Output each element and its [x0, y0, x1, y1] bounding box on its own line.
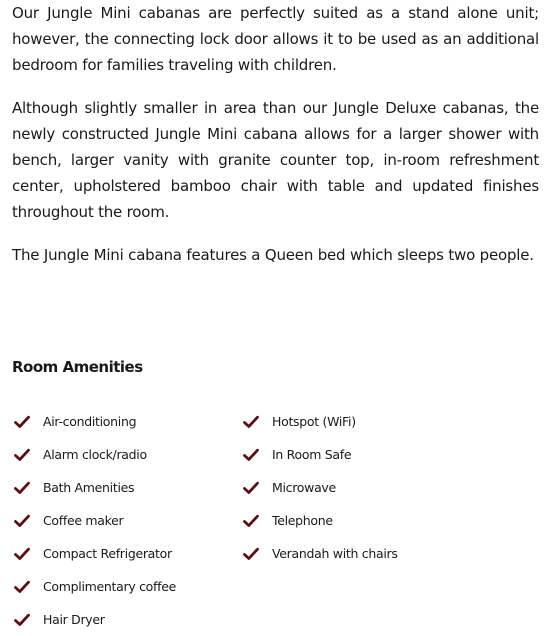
amenity-label: Verandah with chairs — [272, 546, 398, 561]
amenity-label: Air-conditioning — [43, 414, 137, 429]
amenity-label: Coffee maker — [43, 513, 124, 528]
check-icon — [14, 415, 30, 429]
check-icon — [14, 481, 30, 495]
amenity-label: Compact Refrigerator — [43, 546, 172, 561]
amenities-list-left — [14, 405, 176, 636]
amenity-label: Telephone — [272, 513, 333, 528]
amenity-label: Microwave — [272, 480, 336, 495]
description-paragraph: Although slightly smaller in area than our Jungle Deluxe cabanas, the newly constructed Jungle Mini cabana allows for a larger shower with bench, larger vanity with granite counter top, in-room refreshment center, upholstered bamboo chair with table and updated finishes throughout the room. — [12, 99, 539, 221]
check-icon — [14, 547, 30, 561]
amenities-heading: Room Amenities — [12, 358, 143, 376]
check-icon — [243, 415, 259, 429]
amenity-label: Alarm clock/radio — [43, 447, 147, 462]
amenity-label: In Room Safe — [272, 447, 352, 462]
description-paragraph: The Jungle Mini cabana features a Queen bed which sleeps two people. — [12, 246, 534, 264]
amenity-item — [243, 537, 398, 570]
amenity-label: Hair Dryer — [43, 612, 105, 627]
description-paragraph: Our Jungle Mini cabanas are perfectly suited as a stand alone unit; however, the connecting lock door allows it to be used as an additional bedroom for families traveling with children. — [12, 4, 539, 74]
amenity-label: Complimentary coffee — [43, 579, 176, 594]
amenity-item — [14, 570, 176, 603]
amenity-label: Bath Amenities — [43, 480, 135, 495]
amenity-item — [14, 537, 176, 570]
check-icon — [14, 448, 30, 462]
amenity-item — [243, 471, 398, 504]
check-icon — [14, 514, 30, 528]
amenity-label: Hotspot (WiFi) — [272, 414, 356, 429]
amenity-item — [14, 504, 176, 537]
amenity-item — [14, 471, 176, 504]
room-description — [12, 0, 539, 268]
amenity-item — [14, 438, 176, 471]
amenity-item — [243, 504, 398, 537]
amenity-item — [243, 405, 398, 438]
check-icon — [243, 547, 259, 561]
check-icon — [243, 481, 259, 495]
check-icon — [14, 580, 30, 594]
check-icon — [243, 514, 259, 528]
amenity-item — [14, 405, 176, 438]
check-icon — [243, 448, 259, 462]
amenity-item — [243, 438, 398, 471]
check-icon — [14, 613, 30, 627]
amenity-item — [14, 603, 176, 636]
amenities-list-right — [243, 405, 398, 570]
